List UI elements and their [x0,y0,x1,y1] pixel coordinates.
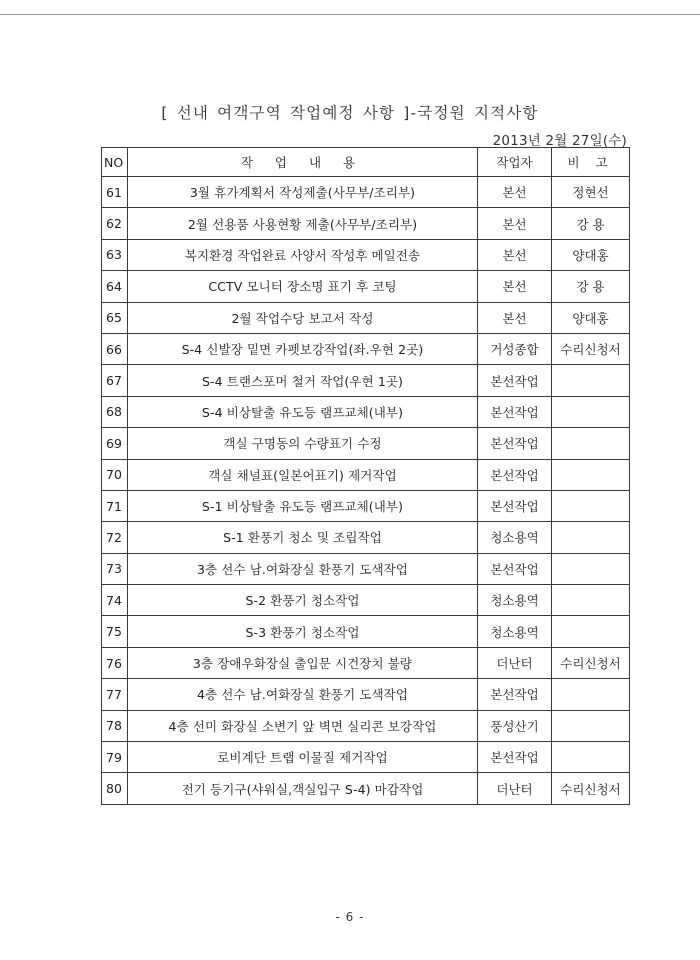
row-work-content: 복지환경 작업완료 사양서 작성후 메일전송 [128,239,478,270]
row-note [552,585,630,616]
row-worker: 본선작업 [478,490,552,521]
row-work-content: S-1 비상탈출 유도등 램프교체(내부) [128,490,478,521]
row-work-content: 객실 채널표(일본어표기) 제거작업 [128,459,478,490]
row-number: 61 [102,177,128,208]
row-work-content: 3층 장애우화장실 출입문 시건장치 불량 [128,647,478,678]
table-row [102,271,630,302]
row-work-content: 전기 등기구(샤워실,객실입구 S-4) 마감작업 [128,773,478,804]
row-number: 72 [102,522,128,553]
header-no: NO [102,148,128,177]
table-header-row [102,148,630,177]
table-row [102,553,630,584]
row-number: 79 [102,742,128,773]
row-note [552,428,630,459]
row-number: 74 [102,585,128,616]
row-work-content: S-2 환풍기 청소작업 [128,585,478,616]
table-row [102,396,630,427]
row-work-content: 3월 휴가계획서 작성제출(사무부/조리부) [128,177,478,208]
work-schedule-table [101,147,630,805]
row-worker: 본선작업 [478,428,552,459]
row-work-content: S-3 환풍기 청소작업 [128,616,478,647]
row-note: 수리신청서 [552,647,630,678]
row-worker: 본선 [478,208,552,239]
row-number: 64 [102,271,128,302]
row-worker: 본선작업 [478,742,552,773]
table-row [102,490,630,521]
header-note: 비 고 [552,148,630,177]
row-number: 73 [102,553,128,584]
row-number: 77 [102,679,128,710]
document-title: [ 선내 여객구역 작업예정 사항 ]-국정원 지적사항 [161,104,539,122]
row-note [552,553,630,584]
row-work-content: CCTV 모니터 장소명 표기 후 코팅 [128,271,478,302]
header-worker: 작업자 [478,148,552,177]
row-worker: 본선작업 [478,679,552,710]
row-worker: 본선 [478,239,552,270]
row-worker: 본선작업 [478,396,552,427]
top-divider [0,14,700,15]
row-note [552,396,630,427]
row-note: 수리신청서 [552,773,630,804]
row-number: 66 [102,333,128,364]
table-row [102,710,630,741]
page-number: - 6 - [335,910,365,924]
table-row [102,742,630,773]
row-number: 63 [102,239,128,270]
row-worker: 더난터 [478,647,552,678]
row-note [552,490,630,521]
row-work-content: S-4 트랜스포머 철거 작업(우현 1곳) [128,365,478,396]
row-number: 75 [102,616,128,647]
row-number: 76 [102,647,128,678]
table-row [102,616,630,647]
table-row [102,302,630,333]
table-row [102,773,630,804]
row-note: 정현선 [552,177,630,208]
row-worker: 청소용역 [478,616,552,647]
row-note [552,365,630,396]
table-row [102,208,630,239]
row-note: 양대홍 [552,302,630,333]
row-number: 70 [102,459,128,490]
table-row [102,365,630,396]
row-work-content: 2월 작업수당 보고서 작성 [128,302,478,333]
row-note [552,459,630,490]
document-date: 2013년 2월 27일(수) [492,133,627,149]
row-worker: 청소용역 [478,522,552,553]
row-work-content: 로비계단 트랩 이물질 제거작업 [128,742,478,773]
row-number: 71 [102,490,128,521]
row-work-content: 3층 선수 남.여화장실 환풍기 도색작업 [128,553,478,584]
row-work-content: S-4 신발장 밑면 카펫보강작업(좌.우현 2곳) [128,333,478,364]
row-worker: 풍성산기 [478,710,552,741]
row-number: 78 [102,710,128,741]
table-body [102,177,630,805]
row-work-content: S-1 환풍기 청소 및 조립작업 [128,522,478,553]
table-row [102,239,630,270]
table-row [102,522,630,553]
row-worker: 본선 [478,271,552,302]
table-row [102,679,630,710]
row-worker: 청소용역 [478,585,552,616]
table-row [102,177,630,208]
row-work-content: 4층 선수 남.여화장실 환풍기 도색작업 [128,679,478,710]
row-note: 강 용 [552,271,630,302]
row-number: 80 [102,773,128,804]
row-number: 65 [102,302,128,333]
row-work-content: 4층 선미 화장실 소변기 앞 벽면 실리콘 보강작업 [128,710,478,741]
table-row [102,333,630,364]
row-number: 67 [102,365,128,396]
row-worker: 본선 [478,177,552,208]
row-note [552,522,630,553]
row-note: 수리신청서 [552,333,630,364]
row-number: 68 [102,396,128,427]
row-note [552,710,630,741]
row-worker: 본선 [478,302,552,333]
row-work-content: S-4 비상탈출 유도등 램프교체(내부) [128,396,478,427]
row-worker: 본선작업 [478,553,552,584]
header-content: 작 업 내 용 [128,148,478,177]
table-row [102,428,630,459]
row-number: 69 [102,428,128,459]
row-worker: 본선작업 [478,365,552,396]
row-worker: 본선작업 [478,459,552,490]
table-row [102,459,630,490]
table-row [102,647,630,678]
row-worker: 거성종합 [478,333,552,364]
row-note [552,616,630,647]
row-work-content: 객실 구명동의 수량표기 수정 [128,428,478,459]
row-note [552,742,630,773]
row-number: 62 [102,208,128,239]
row-work-content: 2월 선용품 사용현황 제출(사무부/조리부) [128,208,478,239]
table-row [102,585,630,616]
row-note: 양대홍 [552,239,630,270]
table-header [102,148,630,177]
row-note [552,679,630,710]
row-worker: 더난터 [478,773,552,804]
row-note: 강 용 [552,208,630,239]
